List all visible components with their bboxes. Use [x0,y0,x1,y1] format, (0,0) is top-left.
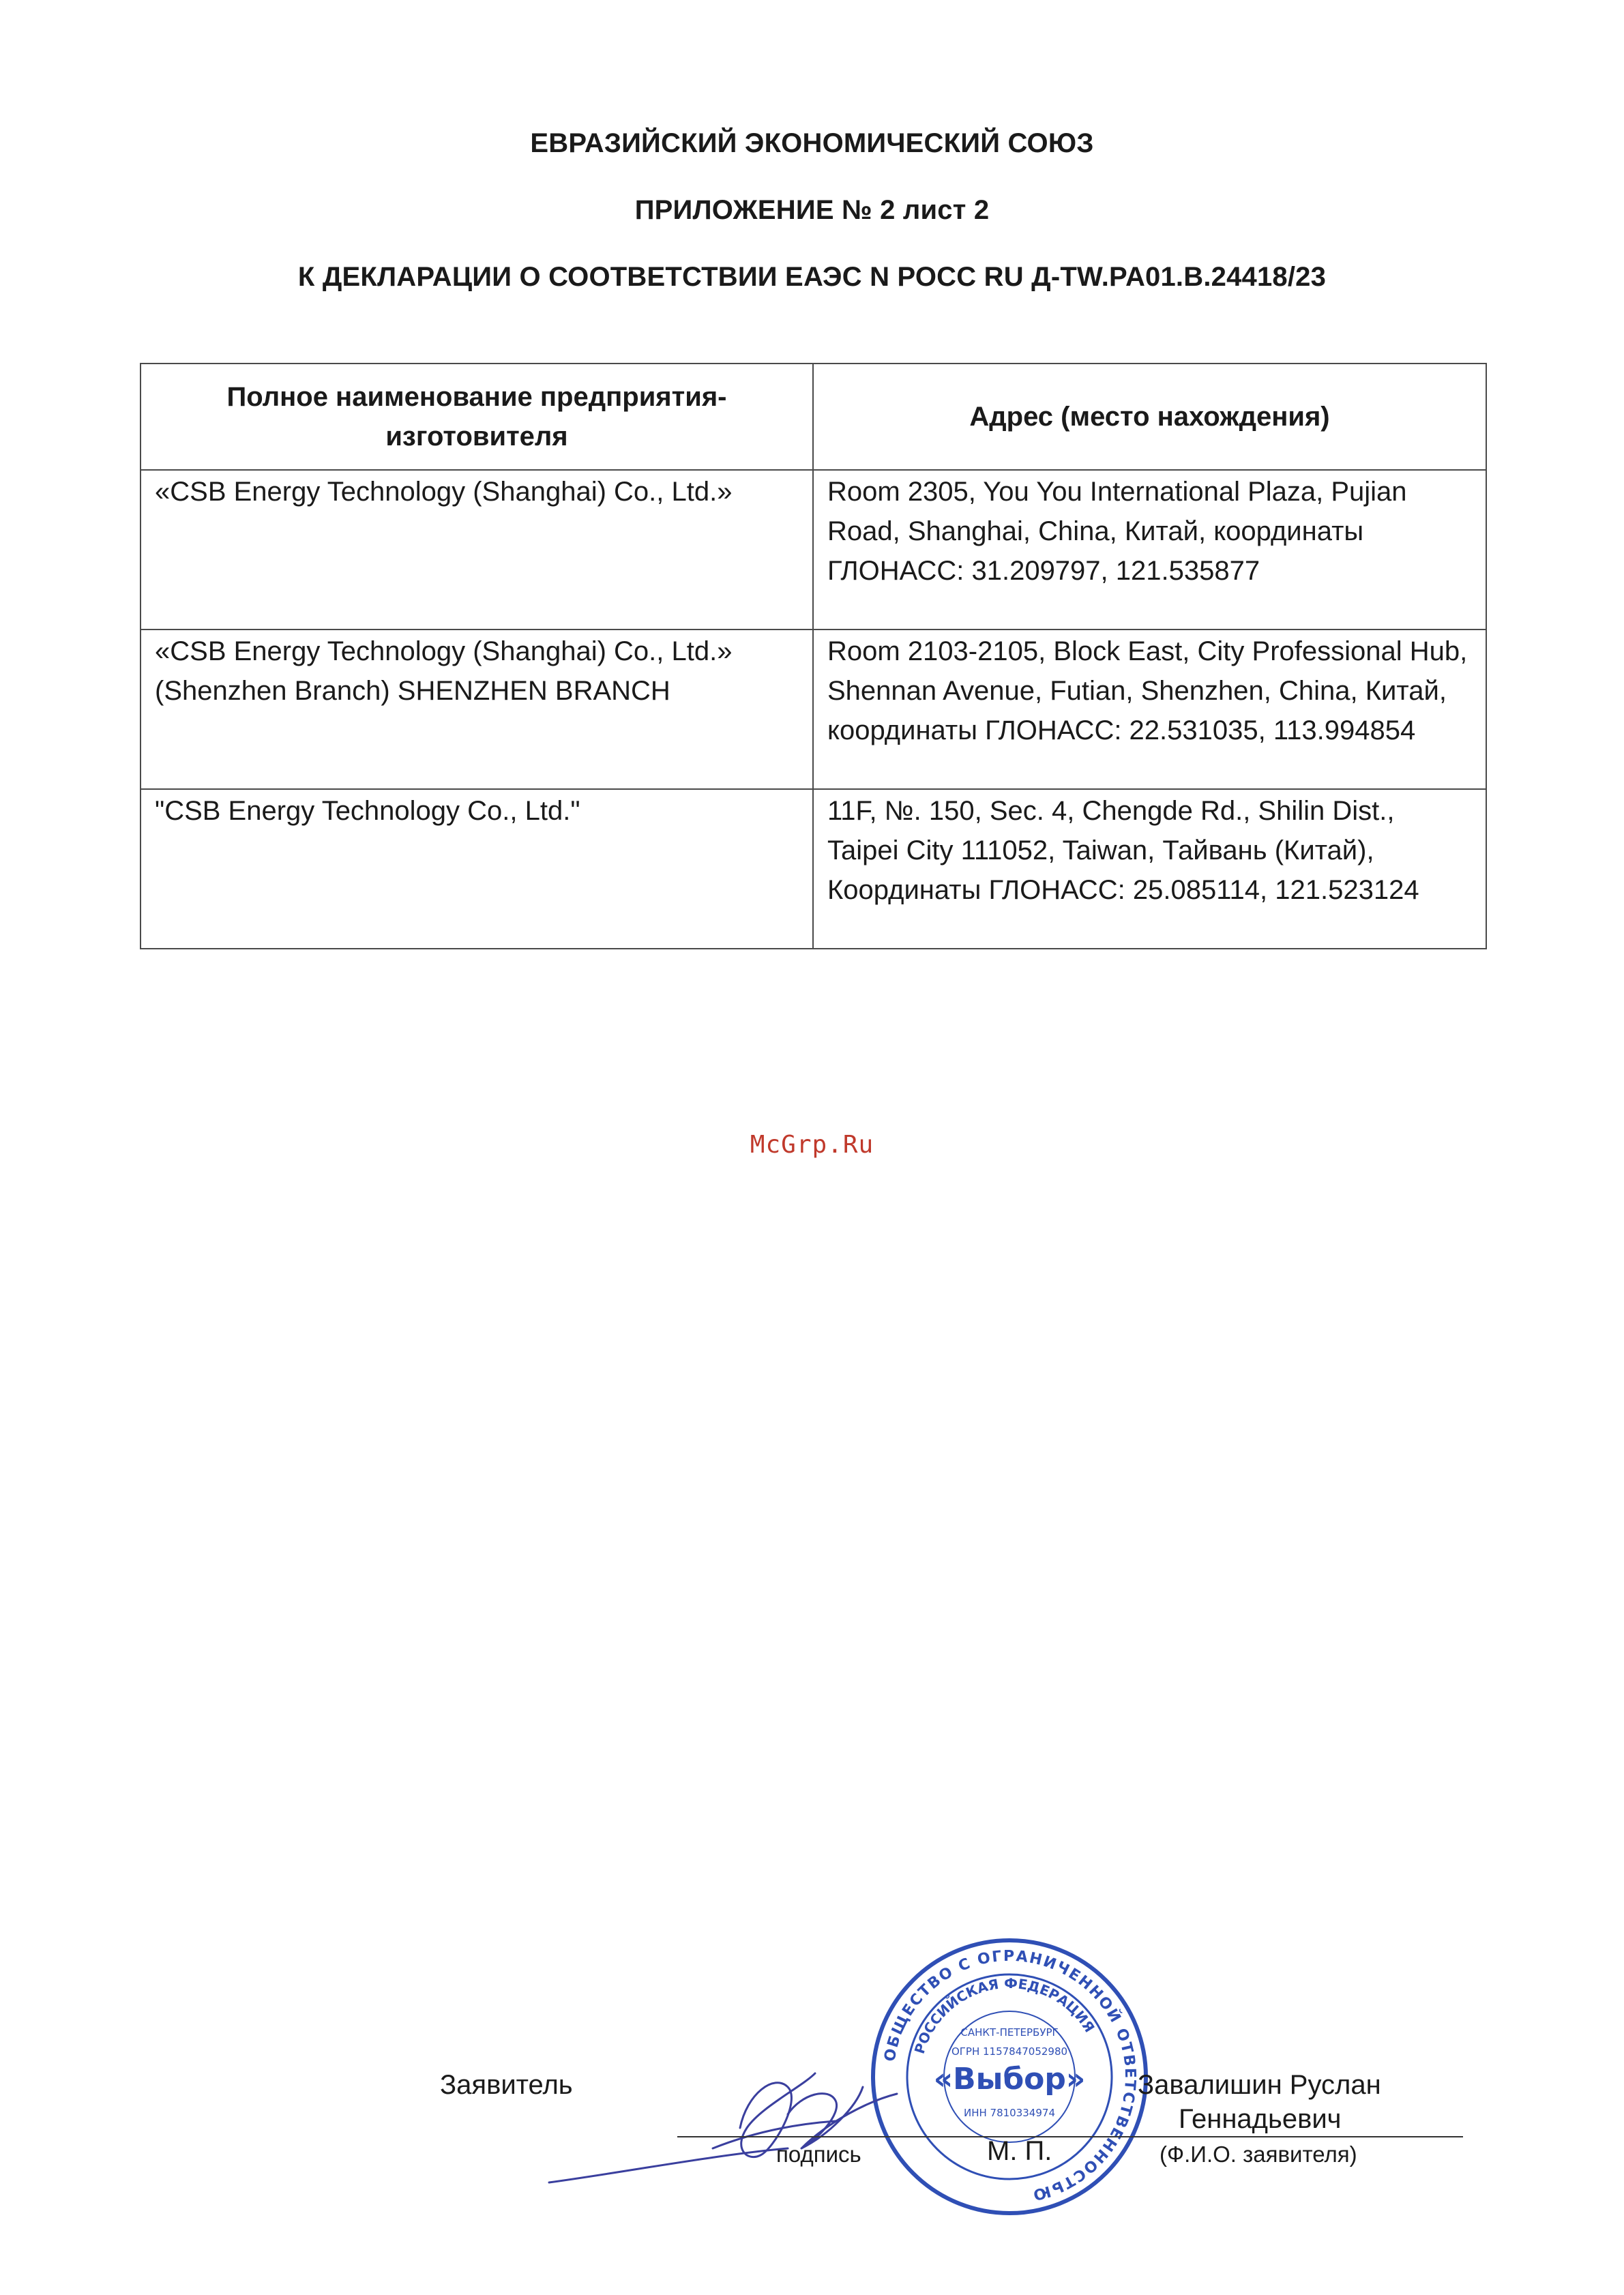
applicant-name-line2: Геннадьевич [1179,2104,1342,2134]
fio-caption: (Ф.И.О. заявителя) [1160,2142,1357,2167]
table-row [141,789,1486,949]
table-row [141,630,1486,789]
watermark-text: McGrp.Ru [750,1131,874,1159]
manufacturers-table [140,363,1487,949]
signature-line [677,2136,1463,2137]
manufacturer-name-cell: "CSB Energy Technology Co., Ltd." [141,789,813,949]
applicant-label: Заявитель [440,2070,573,2100]
column-header-address: Адрес (место нахождения) [813,364,1486,470]
seal-ogrn-text: ОГРН 1157847052980 [951,2045,1068,2058]
signature-caption: подпись [776,2142,861,2167]
declaration-title: К ДЕКЛАРАЦИИ О СООТВЕТСТВИИ ЕАЭС N РОСС RU Д-TW.PA01.B.24418/23 [297,262,1327,292]
seal-center-text: «Выбор» [933,2062,1086,2097]
handwritten-signature [542,2046,924,2196]
table-row [141,470,1486,630]
manufacturer-name-cell: «CSB Energy Technology (Shanghai) Co., Ltd.» [141,470,813,630]
appendix-title: ПРИЛОЖЕНИЕ № 2 лист 2 [634,195,990,225]
manufacturer-address-cell: Room 2305, You You International Plaza, Pujian Road, Shanghai, China, Китай, координаты ГЛОНАСС: 31.209797, 121.535877 [813,470,1486,630]
column-header-name: Полное наименование предприятия-изготовителя [141,364,813,470]
seal-city-text: САНКТ-ПЕТЕРБУРГ [960,2026,1059,2039]
seal-place-caption: М. П. [987,2136,1052,2166]
seal-top-text: РОССИЙСКАЯ ФЕДЕРАЦИЯ [911,1974,1098,2056]
table-header-row [141,364,1486,470]
seal-inn-text: ИНН 7810334974 [964,2107,1055,2119]
manufacturer-name-cell: «CSB Energy Technology (Shanghai) Co., Ltd.» (Shenzhen Branch) SHENZHEN BRANCH [141,630,813,789]
manufacturer-address-cell: 11F, №. 150, Sec. 4, Chengde Rd., Shilin Dist., Taipei City 111052, Taiwan, Тайвань (Китай), Координаты ГЛОНАСС: 25.085114, 121.523124 [813,789,1486,949]
applicant-name-line1: Завалишин Руслан [1138,2070,1381,2100]
seal-ring-text: ОБЩЕСТВО С ОГРАНИЧЕННОЙ ОТВЕТСТВЕННОСТЬЮ [881,1947,1139,2204]
union-title: ЕВРАЗИЙСКИЙ ЭКОНОМИЧЕСКИЙ СОЮЗ [530,128,1094,158]
manufacturer-address-cell: Room 2103-2105, Block East, City Professional Hub, Shennan Avenue, Futian, Shenzhen, China, Китай, координаты ГЛОНАСС: 22.531035, 113.994854 [813,630,1486,789]
